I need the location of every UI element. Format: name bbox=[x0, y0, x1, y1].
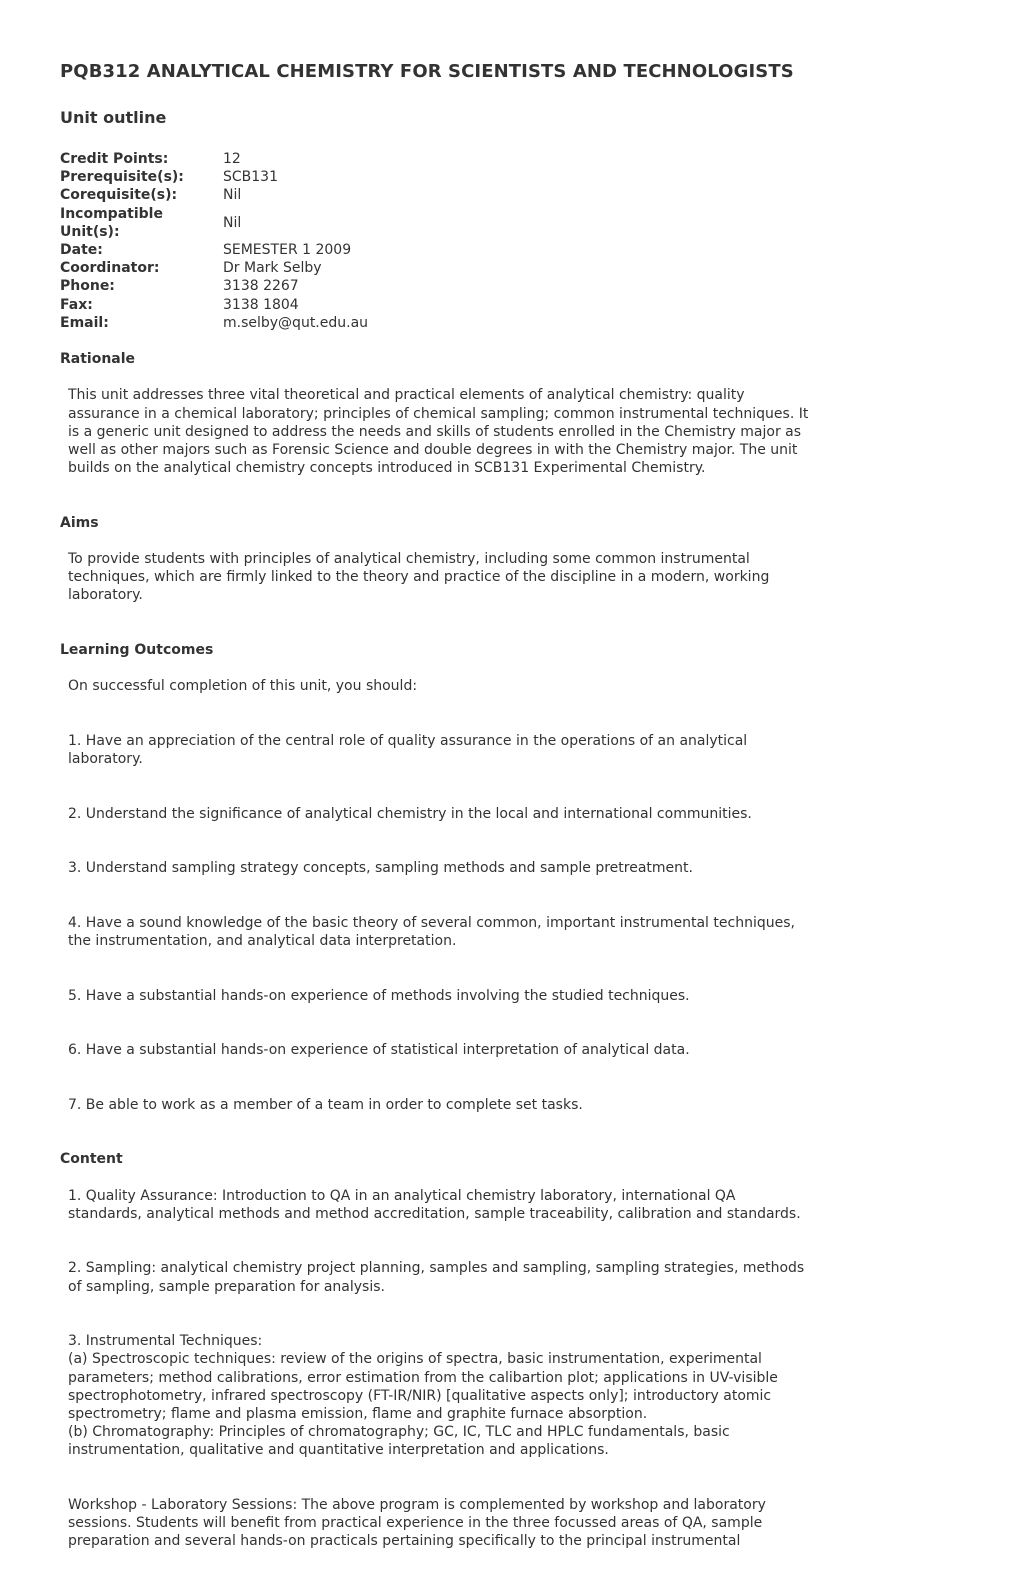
info-value: 3138 2267 bbox=[223, 278, 299, 295]
rationale-body bbox=[68, 368, 880, 495]
content-item: 2. Sampling: analytical chemistry project planning, samples and sampling, sampling strategies, methods of sampling, sample preparation for analysis. bbox=[68, 1260, 805, 1295]
outcome-item: 3. Understand sampling strategy concepts, sampling methods and sample pretreatment. bbox=[68, 860, 693, 877]
info-row bbox=[60, 205, 368, 241]
aims-heading: Aims bbox=[60, 514, 99, 531]
info-value: m.selby@qut.edu.au bbox=[223, 314, 369, 331]
outcome-item: 2. Understand the significance of analytical chemistry in the local and international communities. bbox=[68, 805, 752, 822]
aims-body bbox=[68, 532, 880, 623]
document-page bbox=[60, 58, 880, 1569]
info-row bbox=[60, 186, 368, 204]
info-label: Corequisite(s): bbox=[60, 187, 178, 204]
rationale-heading: Rationale bbox=[60, 351, 136, 368]
info-value: SEMESTER 1 2009 bbox=[223, 242, 352, 259]
rationale-section bbox=[60, 350, 880, 496]
page-title: PQB312 ANALYTICAL CHEMISTRY FOR SCIENTISTS AND TECHNOLOGISTS bbox=[60, 61, 794, 82]
info-label: Fax: bbox=[60, 296, 93, 313]
page-subtitle: Unit outline bbox=[60, 108, 167, 127]
unit-info-table bbox=[60, 150, 368, 332]
info-value: Nil bbox=[223, 187, 242, 204]
info-label: Phone: bbox=[60, 278, 115, 295]
info-label: Date: bbox=[60, 242, 103, 259]
outcome-item: 7. Be able to work as a member of a team in order to complete set tasks. bbox=[68, 1096, 583, 1113]
content-item: 3. Instrumental Techniques: (a) Spectroscopic techniques: review of the origins of spectra, basic instrumentation, experimental parameters; method calibrations, error estimation from the calibartion plot; applications in UV-visible spectrophotometry, infrared spectroscopy (FT-IR/NIR) [qualitative aspects only]; introductory atomic spectrometry; flame and plasma emission, flame and graphite furnace absorption. (b) Chromatography: Principles of chromatography; GC, IC, TLC and HPLC fundamentals, basic instrumentation, qualitative and quantitative interpretation and applications. bbox=[68, 1333, 778, 1459]
outcome-item: 4. Have a sound knowledge of the basic theory of several common, important instrumental techniques, the instrumentation, and analytical data interpretation. bbox=[68, 914, 795, 950]
info-row bbox=[60, 296, 368, 314]
info-row bbox=[60, 314, 368, 332]
info-row bbox=[60, 259, 368, 277]
learning-outcomes-section bbox=[60, 641, 880, 1132]
info-row bbox=[60, 150, 368, 168]
info-value: SCB131 bbox=[223, 169, 278, 186]
info-label: Incompatible Unit(s): bbox=[60, 205, 163, 240]
content-item: Workshop - Laboratory Sessions: The above program is complemented by workshop and laboratory sessions. Students will benefit from practical experience in the three focussed areas of QA, sample preparation and several hands-on practicals pertaining specifically to the principal instrumental bbox=[68, 1497, 766, 1550]
content-body bbox=[68, 1168, 880, 1568]
content-section bbox=[60, 1150, 880, 1569]
info-label: Prerequisite(s): bbox=[60, 169, 184, 186]
info-label: Coordinator: bbox=[60, 260, 160, 277]
rationale-paragraph: This unit addresses three vital theoretical and practical elements of analytical chemistry: quality assurance in a chemical laboratory; principles of chemical sampling; common instrumental techniques. It is a generic unit designed to address the needs and skills of students enrolled in the Chemistry major as well as other majors such as Forensic Science and double degrees in with the Chemistry major. The unit builds on the analytical chemistry concepts introduced in SCB131 Experimental Chemistry. bbox=[68, 387, 809, 477]
content-item: 1. Quality Assurance: Introduction to QA in an analytical chemistry laboratory, international QA standards, analytical methods and method accreditation, sample traceability, calibration and standards. bbox=[68, 1187, 801, 1222]
info-label: Email: bbox=[60, 314, 109, 331]
outcomes-intro: On successful completion of this unit, you should: bbox=[68, 678, 418, 695]
info-label: Credit Points: bbox=[60, 151, 169, 167]
outcome-item: 5. Have a substantial hands-on experience of methods involving the studied techniques. bbox=[68, 987, 690, 1004]
info-value: 3138 1804 bbox=[223, 296, 299, 313]
info-value: 12 bbox=[223, 151, 241, 167]
info-row bbox=[60, 241, 368, 259]
info-value: Nil bbox=[223, 214, 242, 231]
outcome-item: 1. Have an appreciation of the central role of quality assurance in the operations of an analytical laboratory. bbox=[68, 732, 748, 768]
info-row bbox=[60, 168, 368, 186]
aims-section bbox=[60, 514, 880, 623]
learning-outcomes-body bbox=[68, 659, 880, 1132]
info-row bbox=[60, 277, 368, 295]
learning-outcomes-heading: Learning Outcomes bbox=[60, 641, 214, 658]
outcome-item: 6. Have a substantial hands-on experience of statistical interpretation of analytical data. bbox=[68, 1042, 690, 1059]
aims-paragraph: To provide students with principles of analytical chemistry, including some common instrumental techniques, which are firmly linked to the theory and practice of the discipline in a modern, working laboratory. bbox=[68, 551, 770, 604]
info-value: Dr Mark Selby bbox=[223, 260, 322, 277]
content-heading: Content bbox=[60, 1151, 123, 1168]
